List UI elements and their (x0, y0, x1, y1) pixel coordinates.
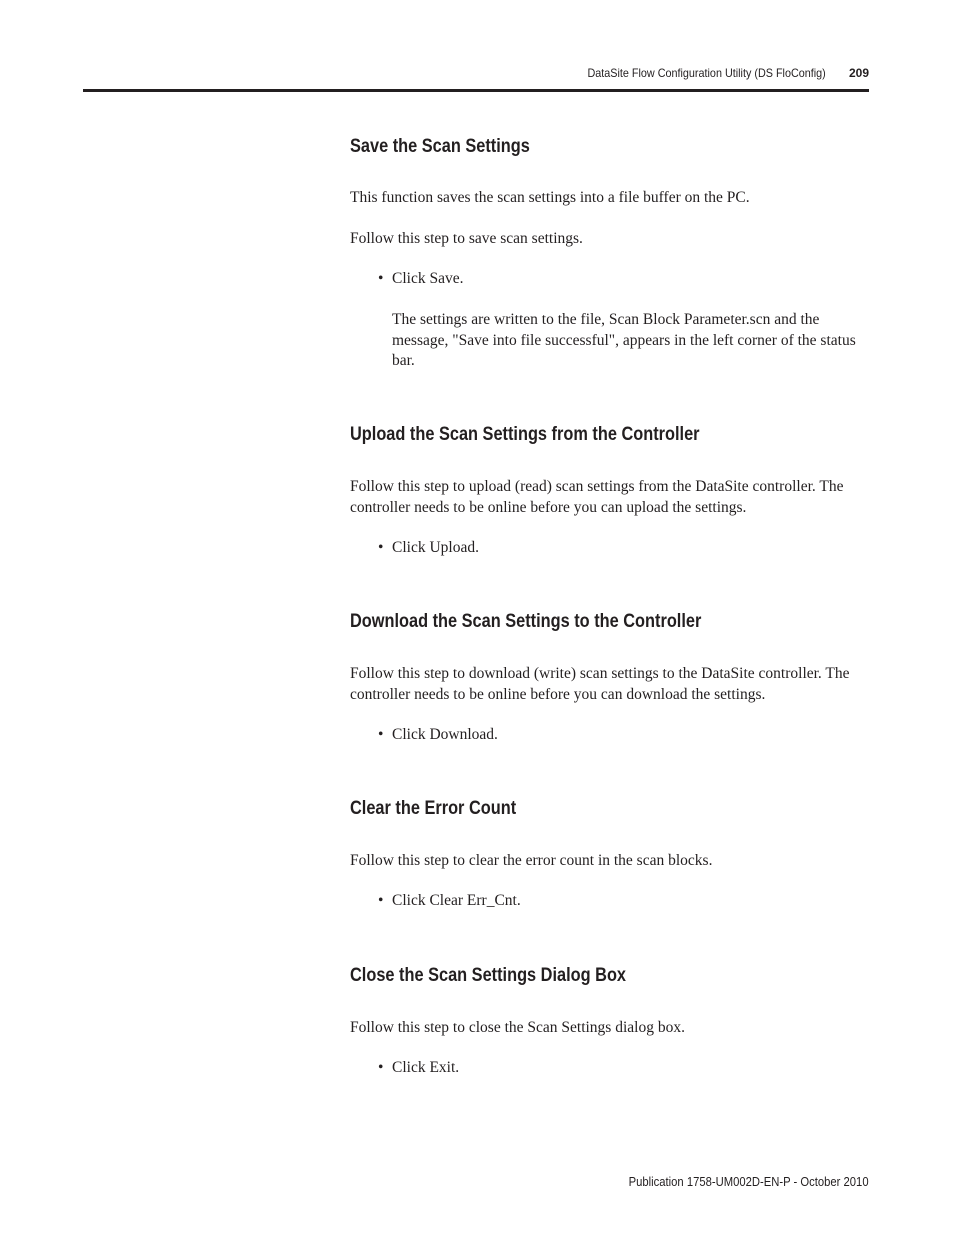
upload-bullet-text: Click Upload. (392, 539, 479, 556)
page-header (83, 62, 869, 92)
header-rule (83, 89, 869, 92)
heading-clear-error-count: Clear the Error Count (350, 798, 517, 819)
save-result-text: The settings are written to the file, Scan Block Parameter.scn and the message, "Save into file successful", appears in the left corner of the status bar. (392, 311, 856, 369)
heading-close-dialog-box: Close the Scan Settings Dialog Box (350, 965, 627, 986)
save-step-intro-text: Follow this step to save scan settings. (350, 230, 583, 247)
clear-bullet-item (378, 891, 521, 912)
save-bullet-text: Click Save. (392, 270, 464, 287)
publication-footer: Publication 1758-UM002D-EN-P - October 2010 (629, 1175, 869, 1189)
bullet-icon: • (378, 892, 384, 909)
save-bullet-item (378, 269, 463, 290)
close-intro-text: Follow this step to close the Scan Settings dialog box. (350, 1019, 685, 1036)
close-bullet-item (378, 1058, 459, 1079)
download-bullet-text: Click Download. (392, 726, 498, 743)
upload-bullet-item (378, 538, 479, 559)
heading-upload-scan-settings: Upload the Scan Settings from the Controller (350, 424, 700, 445)
download-bullet-item (378, 725, 498, 746)
bullet-icon: • (378, 1059, 384, 1076)
bullet-icon: • (378, 539, 384, 556)
download-intro-text: Follow this step to download (write) scan settings to the DataSite controller. The controller needs to be online before you can download the settings. (350, 665, 850, 703)
bullet-icon: • (378, 726, 384, 743)
upload-intro-text: Follow this step to upload (read) scan settings from the DataSite controller. The controller needs to be online before you can upload the settings. (350, 478, 844, 516)
clear-intro-text: Follow this step to clear the error count in the scan blocks. (350, 852, 713, 869)
page-number: 209 (848, 66, 869, 80)
heading-download-scan-settings: Download the Scan Settings to the Controller (350, 611, 702, 632)
save-intro-text: This function saves the scan settings into a file buffer on the PC. (350, 189, 750, 206)
close-bullet-text: Click Exit. (392, 1059, 460, 1076)
heading-save-scan-settings: Save the Scan Settings (350, 136, 530, 157)
header-title: DataSite Flow Configuration Utility (DS FloConfig) (587, 66, 826, 80)
bullet-icon: • (378, 270, 384, 287)
clear-bullet-text: Click Clear Err_Cnt. (392, 892, 521, 909)
